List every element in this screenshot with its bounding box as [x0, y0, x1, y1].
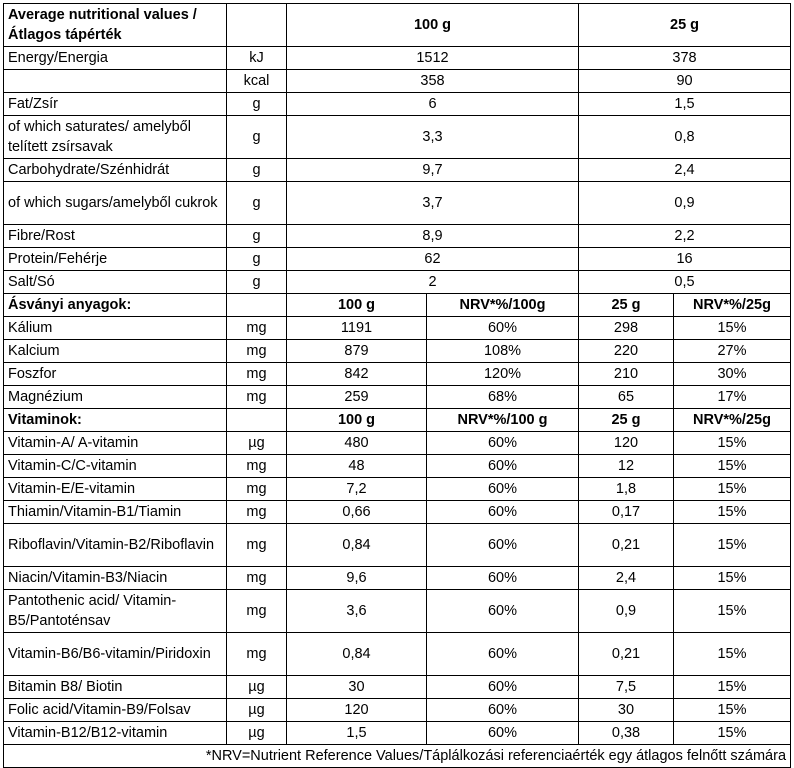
nutrient-row: [4, 116, 791, 159]
vitamin-unit: µg: [227, 722, 287, 745]
nutrient-row: [4, 248, 791, 271]
value-25g: 16: [579, 248, 791, 271]
value-25g: 30: [579, 699, 674, 722]
mineral-unit: mg: [227, 386, 287, 409]
value-100g: 0,84: [287, 633, 427, 676]
value-100g: 48: [287, 455, 427, 478]
header-row: [4, 4, 791, 47]
nutrient-name: Energy/Energia: [4, 47, 227, 70]
nrv-25g: 15%: [674, 501, 791, 524]
vitamin-row: [4, 699, 791, 722]
vitamin-unit: mg: [227, 590, 287, 633]
nrv-100g: 60%: [427, 590, 579, 633]
vitamin-name: Folic acid/Vitamin-B9/Folsav: [4, 699, 227, 722]
mineral-header-row: [4, 294, 791, 317]
nrv-100g: 60%: [427, 567, 579, 590]
value-100g: 842: [287, 363, 427, 386]
vitamin-unit: µg: [227, 699, 287, 722]
value-100g: 259: [287, 386, 427, 409]
vitamin-row: [4, 633, 791, 676]
vitamin-row: [4, 590, 791, 633]
value-100g: 879: [287, 340, 427, 363]
nrv-100g: 60%: [427, 524, 579, 567]
nrv-100g: 60%: [427, 478, 579, 501]
footnote-row: [4, 745, 791, 768]
mineral-name: Kálium: [4, 317, 227, 340]
nutrient-row: [4, 93, 791, 116]
value-100g: 9,7: [287, 159, 579, 182]
value-25g: 2,4: [579, 567, 674, 590]
value-25g: 90: [579, 70, 791, 93]
value-100g: 1512: [287, 47, 579, 70]
vitamin-unit: µg: [227, 432, 287, 455]
nrv-25g: 15%: [674, 699, 791, 722]
value-25g: 0,21: [579, 633, 674, 676]
nrv-100g: 60%: [427, 676, 579, 699]
value-25g: 298: [579, 317, 674, 340]
nrv-25g: 15%: [674, 633, 791, 676]
nrv-25g: 15%: [674, 567, 791, 590]
vitamin-unit: mg: [227, 633, 287, 676]
mineral-header-nrv25: NRV*%/25g: [674, 294, 791, 317]
header-unit-cell: [227, 4, 287, 47]
nutrient-unit: g: [227, 271, 287, 294]
value-25g: 0,38: [579, 722, 674, 745]
nrv-100g: 60%: [427, 317, 579, 340]
vitamin-name: Vitamin-B6/B6-vitamin/Piridoxin: [4, 633, 227, 676]
vitamin-row: [4, 676, 791, 699]
vitamin-row: [4, 722, 791, 745]
nutrient-row: [4, 70, 791, 93]
value-25g: 65: [579, 386, 674, 409]
vitamin-unit: µg: [227, 676, 287, 699]
vitamin-name: Niacin/Vitamin-B3/Niacin: [4, 567, 227, 590]
value-100g: 0,84: [287, 524, 427, 567]
mineral-header-100g: 100 g: [287, 294, 427, 317]
nrv-25g: 15%: [674, 432, 791, 455]
nrv-100g: 60%: [427, 455, 579, 478]
vitamin-row: [4, 455, 791, 478]
mineral-unit: mg: [227, 317, 287, 340]
mineral-name: Kalcium: [4, 340, 227, 363]
nrv-100g: 108%: [427, 340, 579, 363]
vitamin-name: Pantothenic acid/ Vitamin-B5/Pantoténsav: [4, 590, 227, 633]
value-100g: 9,6: [287, 567, 427, 590]
nutrient-unit: g: [227, 93, 287, 116]
value-25g: 378: [579, 47, 791, 70]
nutrient-name: Salt/Só: [4, 271, 227, 294]
nutrient-name: of which sugars/amelyből cukrok: [4, 182, 227, 225]
nrv-25g: 15%: [674, 455, 791, 478]
value-100g: 0,66: [287, 501, 427, 524]
mineral-header-unit: [227, 294, 287, 317]
nrv-100g: 60%: [427, 722, 579, 745]
nutrient-name: Protein/Fehérje: [4, 248, 227, 271]
nutrient-unit: kcal: [227, 70, 287, 93]
nrv-100g: 60%: [427, 432, 579, 455]
value-100g: 3,3: [287, 116, 579, 159]
nutrient-unit: g: [227, 225, 287, 248]
nutrient-row: [4, 159, 791, 182]
value-100g: 3,7: [287, 182, 579, 225]
nutrition-table-container: [3, 3, 791, 768]
vitamin-row: [4, 501, 791, 524]
value-25g: 120: [579, 432, 674, 455]
mineral-unit: mg: [227, 363, 287, 386]
vitamin-unit: mg: [227, 455, 287, 478]
value-25g: 0,9: [579, 590, 674, 633]
footnote: *NRV=Nutrient Reference Values/Táplálkozási referenciaérték egy átlagos felnőtt számára: [4, 745, 791, 768]
value-25g: 2,4: [579, 159, 791, 182]
vitamin-header-row: [4, 409, 791, 432]
nrv-100g: 120%: [427, 363, 579, 386]
value-25g: 0,9: [579, 182, 791, 225]
vitamin-name: Thiamin/Vitamin-B1/Tiamin: [4, 501, 227, 524]
nutrient-name: [4, 70, 227, 93]
mineral-row: [4, 363, 791, 386]
value-100g: 358: [287, 70, 579, 93]
nrv-25g: 15%: [674, 317, 791, 340]
vitamin-header-100g: 100 g: [287, 409, 427, 432]
mineral-header-nrv100: NRV*%/100g: [427, 294, 579, 317]
mineral-row: [4, 317, 791, 340]
value-25g: 0,8: [579, 116, 791, 159]
value-100g: 30: [287, 676, 427, 699]
nrv-25g: 15%: [674, 590, 791, 633]
value-25g: 220: [579, 340, 674, 363]
vitamin-header-nrv100: NRV*%/100 g: [427, 409, 579, 432]
nrv-100g: 60%: [427, 699, 579, 722]
vitamin-name: Vitamin-B12/B12-vitamin: [4, 722, 227, 745]
nutrient-row: [4, 225, 791, 248]
nutrition-table: [3, 3, 791, 768]
value-100g: 3,6: [287, 590, 427, 633]
vitamin-header-unit: [227, 409, 287, 432]
nutrient-name: Fibre/Rost: [4, 225, 227, 248]
value-100g: 1,5: [287, 722, 427, 745]
nutrient-unit: g: [227, 248, 287, 271]
nrv-25g: 15%: [674, 478, 791, 501]
nutrient-row: [4, 47, 791, 70]
value-100g: 2: [287, 271, 579, 294]
vitamin-unit: mg: [227, 524, 287, 567]
nutrient-name: Carbohydrate/Szénhidrát: [4, 159, 227, 182]
vitamin-header-nrv25: NRV*%/25g: [674, 409, 791, 432]
value-100g: 1191: [287, 317, 427, 340]
nutrient-name: Fat/Zsír: [4, 93, 227, 116]
vitamin-unit: mg: [227, 501, 287, 524]
nutrient-row: [4, 182, 791, 225]
mineral-name: Magnézium: [4, 386, 227, 409]
value-25g: 2,2: [579, 225, 791, 248]
value-100g: 6: [287, 93, 579, 116]
mineral-title: Ásványi anyagok:: [4, 294, 227, 317]
vitamin-name: Bitamin B8/ Biotin: [4, 676, 227, 699]
value-100g: 8,9: [287, 225, 579, 248]
nrv-25g: 15%: [674, 722, 791, 745]
value-25g: 0,5: [579, 271, 791, 294]
nrv-100g: 60%: [427, 501, 579, 524]
vitamin-unit: mg: [227, 567, 287, 590]
nutrient-name: of which saturates/ amelyből telített zsírsavak: [4, 116, 227, 159]
nrv-25g: 27%: [674, 340, 791, 363]
value-25g: 0,21: [579, 524, 674, 567]
vitamin-name: Vitamin-E/E-vitamin: [4, 478, 227, 501]
vitamin-title: Vitaminok:: [4, 409, 227, 432]
nutrient-unit: g: [227, 182, 287, 225]
vitamin-row: [4, 432, 791, 455]
mineral-row: [4, 386, 791, 409]
nutrient-unit: kJ: [227, 47, 287, 70]
value-25g: 210: [579, 363, 674, 386]
vitamin-row: [4, 524, 791, 567]
vitamin-header-25g: 25 g: [579, 409, 674, 432]
vitamin-row: [4, 478, 791, 501]
nrv-25g: 17%: [674, 386, 791, 409]
header-100g: 100 g: [287, 4, 579, 47]
nrv-25g: 30%: [674, 363, 791, 386]
mineral-name: Foszfor: [4, 363, 227, 386]
value-100g: 7,2: [287, 478, 427, 501]
value-25g: 1,8: [579, 478, 674, 501]
value-25g: 7,5: [579, 676, 674, 699]
vitamin-name: Vitamin-A/ A-vitamin: [4, 432, 227, 455]
value-25g: 1,5: [579, 93, 791, 116]
vitamin-row: [4, 567, 791, 590]
nrv-100g: 60%: [427, 633, 579, 676]
mineral-unit: mg: [227, 340, 287, 363]
nutrient-unit: g: [227, 159, 287, 182]
nrv-25g: 15%: [674, 676, 791, 699]
value-100g: 480: [287, 432, 427, 455]
nrv-25g: 15%: [674, 524, 791, 567]
vitamin-name: Riboflavin/Vitamin-B2/Riboflavin: [4, 524, 227, 567]
nrv-100g: 68%: [427, 386, 579, 409]
header-25g: 25 g: [579, 4, 791, 47]
mineral-header-25g: 25 g: [579, 294, 674, 317]
vitamin-unit: mg: [227, 478, 287, 501]
table-title: Average nutritional values / Átlagos tápérték: [4, 4, 227, 47]
value-100g: 120: [287, 699, 427, 722]
nutrient-unit: g: [227, 116, 287, 159]
vitamin-name: Vitamin-C/C-vitamin: [4, 455, 227, 478]
nutrient-row: [4, 271, 791, 294]
value-25g: 12: [579, 455, 674, 478]
mineral-row: [4, 340, 791, 363]
value-100g: 62: [287, 248, 579, 271]
value-25g: 0,17: [579, 501, 674, 524]
